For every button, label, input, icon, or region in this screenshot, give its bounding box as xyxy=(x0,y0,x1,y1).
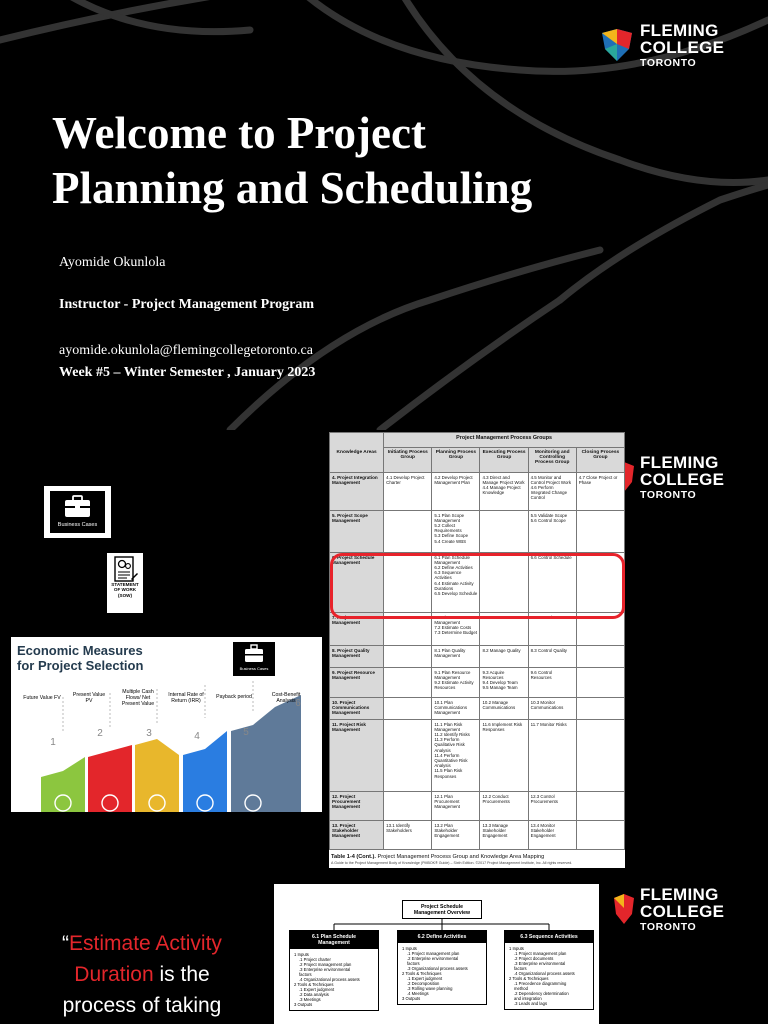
table-caption xyxy=(331,854,623,865)
overview-item: .1 Expert judgment xyxy=(299,987,335,992)
process-cell: 5.1 Plan Scope Management 5.2 Collect Requirements 5.3 Define Scope 5.4 Create WBS xyxy=(432,511,480,553)
process-cell: 9.3 Acquire Resources 9.4 Develop Team 9.5 Manage Team xyxy=(480,668,528,698)
table-header-knowledge-areas: Knowledge Areas xyxy=(330,433,384,473)
process-cell: 11.1 Plan Risk Management 11.2 Identify Risks 11.3 Perform Qualitative Risk Analysis 11.4 Perform Quantitative Risk Analysis 11.5 Plan Risk Responses xyxy=(432,720,480,792)
overview-item: .2 Project documents xyxy=(514,956,554,961)
logo-line3: TORONTO xyxy=(640,57,697,69)
overview-item: 2 Tools & Techniques xyxy=(509,976,549,981)
knowledge-area-cell: 6. Project Schedule Management xyxy=(330,553,384,613)
sow-label-line3: (SOW) xyxy=(117,592,133,598)
logo-line3: TORONTO xyxy=(640,489,697,501)
fleming-logo-bottom xyxy=(614,886,724,933)
overview-item: .1 Precedence diagramming xyxy=(514,981,567,986)
overview-item: 1 Inputs xyxy=(509,946,524,951)
business-cases-card[interactable] xyxy=(44,486,111,538)
process-cell xyxy=(384,646,432,668)
process-cell: 13.4 Monitor Stakeholder Engagement xyxy=(528,821,576,850)
overview-item: .2 Enterprise environmental xyxy=(407,956,459,961)
process-cell xyxy=(576,698,624,720)
process-cell: 7.1 Plan Cost Management 7.2 Estimate Costs 7.3 Determine Budget xyxy=(432,613,480,646)
overview-item: .3 Rolling wave planning xyxy=(407,986,453,991)
table-header-process-group: Closing Process Group xyxy=(576,448,624,473)
econ-step-block xyxy=(183,731,227,812)
table-header-process-group: Monitoring and Controlling Process Group xyxy=(528,448,576,473)
logo-line3: TORONTO xyxy=(640,921,697,933)
process-group-table xyxy=(329,432,625,850)
econ-step-label: Future Value FV xyxy=(23,695,61,701)
knowledge-area-cell: 9. Project Resource Management xyxy=(330,668,384,698)
quote-rest: is the xyxy=(153,963,210,986)
overview-process-column xyxy=(397,930,487,1005)
econ-step-number: 4 xyxy=(194,731,200,742)
process-cell xyxy=(384,668,432,698)
overview-process-title: 6.3 Sequence Activities xyxy=(505,931,593,943)
author-name: Ayomide Okunlola xyxy=(59,255,166,270)
knowledge-area-cell: 13. Project Stakeholder Management xyxy=(330,821,384,850)
overview-header xyxy=(402,900,482,919)
process-cell: 6.1 Plan Schedule Management 6.2 Define Activities 6.3 Sequence Activities 6.4 Estimate Activity Durations 6.5 Develop Schedule xyxy=(432,553,480,613)
overview-item: .1 Expert judgment xyxy=(407,976,443,981)
table-group-header: Project Management Process Groups xyxy=(384,433,625,448)
process-cell: 4.2 Develop Project Management Plan xyxy=(432,473,480,511)
process-cell: 12.2 Conduct Procurements xyxy=(480,792,528,821)
overview-item: factors xyxy=(514,966,527,971)
logo-line2: COLLEGE xyxy=(640,470,725,489)
economic-measures-card xyxy=(11,637,322,812)
quote-highlight-line1: Estimate Activity xyxy=(69,932,222,955)
table-row xyxy=(330,720,625,792)
knowledge-area-cell: 10. Project Communications Management xyxy=(330,698,384,720)
logo-line1: FLEMING xyxy=(640,453,719,472)
sow-label-line2: OF WORK xyxy=(113,587,137,593)
schedule-management-overview-image xyxy=(274,884,599,1024)
overview-item: .3 Meetings xyxy=(299,997,321,1002)
overview-item: .3 Enterprise environmental xyxy=(514,961,566,966)
econ-step-number: 1 xyxy=(50,737,56,748)
overview-header-line2: Management Overview xyxy=(413,910,471,916)
overview-item: factors xyxy=(407,961,420,966)
process-cell: 11.7 Monitor Risks xyxy=(528,720,576,792)
table-row xyxy=(330,698,625,720)
process-cell: 13.1 Identify Stakeholders xyxy=(384,821,432,850)
estimate-duration-quote xyxy=(10,928,274,1021)
overview-item: .4 Organizational process assets xyxy=(514,971,575,976)
overview-item: .3 Organizational process assets xyxy=(407,966,468,971)
process-cell: 4.7 Close Project or Phase xyxy=(576,473,624,511)
logo-line1: FLEMING xyxy=(640,21,719,40)
process-cell: 8.1 Plan Quality Management xyxy=(432,646,480,668)
fleming-shield-icon xyxy=(614,892,634,926)
fleming-logo-mid xyxy=(614,454,724,501)
table-row xyxy=(330,792,625,821)
table-header-process-group: Executing Process Group xyxy=(480,448,528,473)
knowledge-area-cell: 11. Project Risk Management xyxy=(330,720,384,792)
knowledge-area-cell: 12. Project Procurement Management xyxy=(330,792,384,821)
process-cell xyxy=(480,511,528,553)
knowledge-area-cell: 5. Project Scope Management xyxy=(330,511,384,553)
overview-item: .1 Project management plan xyxy=(514,951,567,956)
process-cell: 13.2 Plan Stakeholder Engagement xyxy=(432,821,480,850)
table-reference: A Guide to the Project Management Body of Knowledge (PMBOK® Guide) – Sixth Edition. ©2017 Project Management Institute, Inc. All rights reserved. xyxy=(331,861,573,865)
econ-step-label: Payback period xyxy=(216,694,252,700)
process-cell: 8.3 Control Quality xyxy=(528,646,576,668)
econ-staircase-graphic xyxy=(11,637,322,812)
overview-item: .1 Project management plan xyxy=(407,951,460,956)
title-line-2: Planning and Scheduling xyxy=(52,163,533,213)
process-cell: 4.3 Direct and Manage Project Work 4.4 Manage Project Knowledge xyxy=(480,473,528,511)
econ-step-number: 2 xyxy=(97,728,103,739)
quote-open-mark: “ xyxy=(62,932,70,955)
fleming-shield-icon xyxy=(600,27,634,63)
table-caption-text: Project Management Process Group and Knowledge Area Mapping xyxy=(375,854,545,860)
process-cell: 5.5 Validate Scope 5.6 Control Scope xyxy=(528,511,576,553)
overview-item: factors xyxy=(299,972,312,977)
process-cell: 12.1 Plan Procurement Management xyxy=(432,792,480,821)
overview-item: 2 Tools & Techniques xyxy=(294,982,334,987)
econ-step-label: Multiple Cash Flows/ Net Present Value xyxy=(121,689,155,708)
overview-item: .3 Enterprise environmental xyxy=(299,967,351,972)
statement-of-work-card[interactable] xyxy=(107,553,143,613)
table-header-process-group: Initiating Process Group xyxy=(384,448,432,473)
fleming-logo-top xyxy=(600,22,724,69)
process-cell: 10.1 Plan Communications Management xyxy=(432,698,480,720)
sow-label-line1: STATEMENT xyxy=(111,582,139,587)
document-gear-icon xyxy=(107,554,143,584)
econ-step-block xyxy=(41,757,85,812)
process-cell xyxy=(384,720,432,792)
overview-header-line1: Project Schedule xyxy=(420,904,464,910)
process-cell: 11.6 Implement Risk Responses xyxy=(480,720,528,792)
overview-item: method xyxy=(514,986,528,991)
overview-item: .2 Decomposition xyxy=(407,981,440,986)
process-cell: 9.1 Plan Resource Management 9.2 Estimate Activity Resources xyxy=(432,668,480,698)
overview-item: .4 Organizational process assets xyxy=(299,977,360,982)
process-cell: 13.3 Manage Stakeholder Engagement xyxy=(480,821,528,850)
econ-step-block xyxy=(88,745,132,812)
overview-item: and integration xyxy=(514,996,542,1001)
overview-item: 1 Inputs xyxy=(402,946,417,951)
econ-step-number: 6 xyxy=(295,698,301,709)
overview-process-column xyxy=(289,930,379,1011)
process-cell: 4.5 Monitor and Control Project Work 4.6 Perform Integrated Change Control xyxy=(528,473,576,511)
logo-line2: COLLEGE xyxy=(640,38,725,57)
process-cell: 10.3 Monitor Communications xyxy=(528,698,576,720)
knowledge-area-cell: 4. Project Integration Management xyxy=(330,473,384,511)
process-cell: 7.4 Control Costs xyxy=(528,613,576,646)
process-cell: 4.1 Develop Project Charter xyxy=(384,473,432,511)
process-cell xyxy=(384,511,432,553)
econ-step-label: Present Value PV xyxy=(72,692,106,705)
table-caption-bold: Table 1-4 (Cont.). xyxy=(331,854,376,860)
table-row xyxy=(330,511,625,553)
table-header-process-group: Planning Process Group xyxy=(432,448,480,473)
process-cell xyxy=(576,821,624,850)
overview-item: 3 Outputs xyxy=(294,1002,313,1007)
overview-process-title: 6.2 Define Activities xyxy=(398,931,486,943)
overview-item: .2 Project management plan xyxy=(299,962,352,967)
process-cell: 6.6 Control Schedule xyxy=(528,553,576,613)
econ-arrow-block xyxy=(275,695,301,812)
briefcase-icon xyxy=(50,493,105,523)
overview-item: .1 Project charter xyxy=(299,957,331,962)
process-cell: 9.6 Control Resources xyxy=(528,668,576,698)
process-cell xyxy=(384,698,432,720)
overview-item: 1 Inputs xyxy=(294,952,309,957)
title-line-1: Welcome to Project xyxy=(52,108,426,158)
overview-item: .2 Data analysis xyxy=(299,992,329,997)
knowledge-area-cell: 8. Project Quality Management xyxy=(330,646,384,668)
slide-title xyxy=(52,106,692,216)
week-info: Week #5 – Winter Semester , January 2023 xyxy=(59,365,316,380)
process-cell xyxy=(384,792,432,821)
overview-item: .4 Meetings xyxy=(407,991,429,996)
econ-step-label: Cost-Benefit Analysis xyxy=(271,692,301,705)
quote-highlight-line2: Duration xyxy=(74,963,154,986)
econ-step-block xyxy=(135,739,179,812)
econ-biz-label: Business Cases xyxy=(239,666,269,671)
overview-item: .3 Leads and lags xyxy=(514,1001,548,1006)
process-group-table-image xyxy=(329,432,625,868)
knowledge-area-cell: 7. Project Cost Management xyxy=(330,613,384,646)
table-row xyxy=(330,668,625,698)
process-cell: 8.2 Manage Quality xyxy=(480,646,528,668)
quote-line3: process of taking xyxy=(62,994,222,1017)
overview-process-column xyxy=(504,930,594,1010)
econ-step-label: Internal Rate of Return (IRR) xyxy=(168,692,204,705)
process-cell xyxy=(576,720,624,792)
business-cases-label: Business Cases xyxy=(57,522,98,528)
econ-title-line1: Economic Measures xyxy=(17,643,143,658)
process-cell: 10.2 Manage Communications xyxy=(480,698,528,720)
table-row xyxy=(330,473,625,511)
overview-process-title: 6.1 Plan Schedule Management xyxy=(290,931,378,949)
econ-step-number: 5 xyxy=(243,727,249,738)
logo-line1: FLEMING xyxy=(640,885,719,904)
process-cell xyxy=(576,668,624,698)
table-row xyxy=(330,821,625,850)
overview-item: .2 Dependency determination xyxy=(514,991,569,996)
overview-item: 2 Tools & Techniques xyxy=(402,971,442,976)
process-cell xyxy=(576,646,624,668)
table-row xyxy=(330,646,625,668)
process-cell xyxy=(576,792,624,821)
schedule-management-highlight xyxy=(330,553,625,619)
econ-step-number: 3 xyxy=(146,728,152,739)
overview-item: 3 Outputs xyxy=(402,996,421,1001)
econ-title-line2: for Project Selection xyxy=(17,658,144,673)
process-cell xyxy=(576,511,624,553)
econ-step-block xyxy=(231,707,275,812)
author-email[interactable]: ayomide.okunlola@flemingcollegetoronto.ca xyxy=(59,343,313,358)
process-cell: 12.3 Control Procurements xyxy=(528,792,576,821)
author-role: Instructor - Project Management Program xyxy=(59,297,315,312)
logo-line2: COLLEGE xyxy=(640,902,725,921)
